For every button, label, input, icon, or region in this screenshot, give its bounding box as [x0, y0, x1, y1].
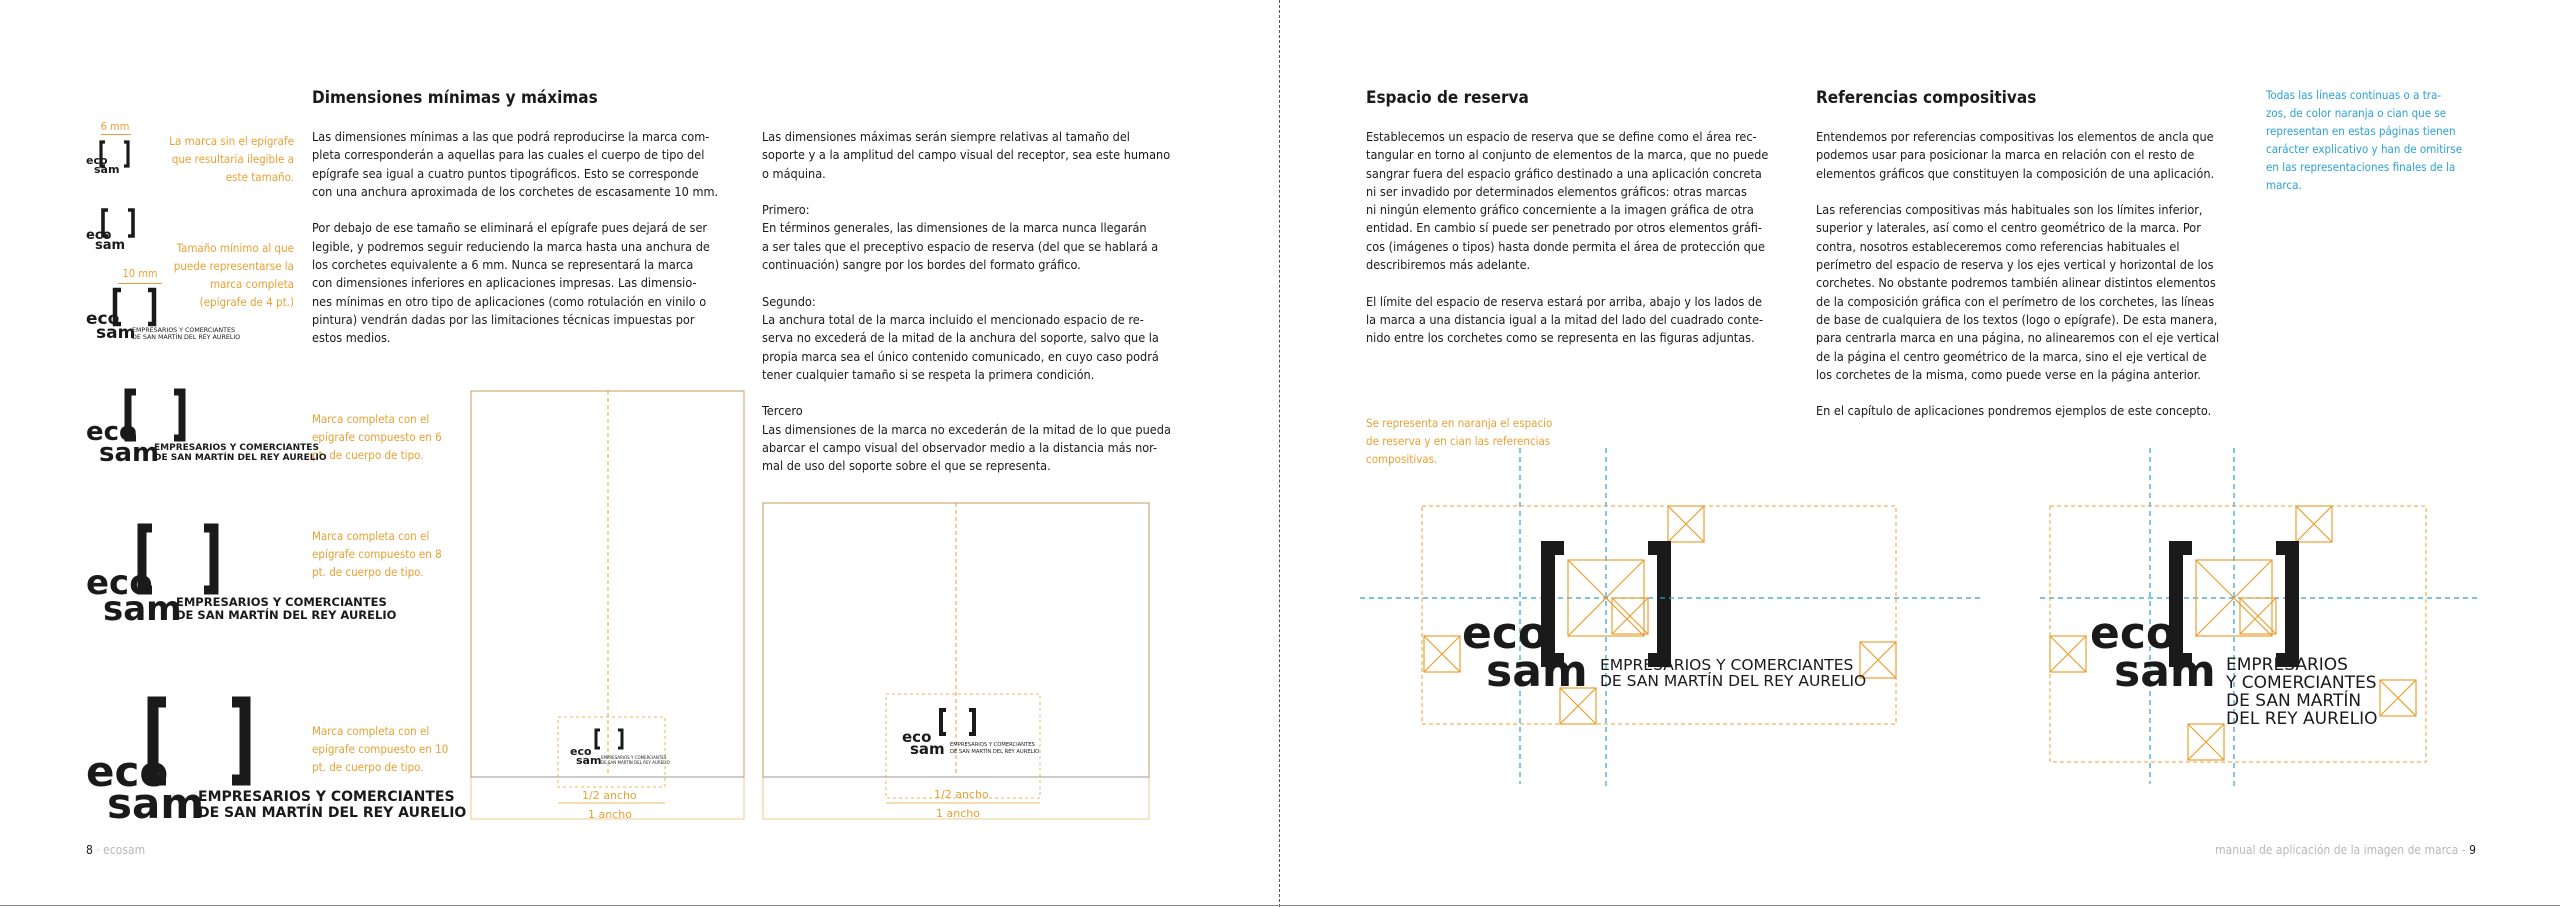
svg-text:EMPRESARIOS: EMPRESARIOS — [2226, 655, 2348, 675]
orange-note: Se representa en naranja el espacio de reserva y en cian las referencias compositivas. — [1366, 416, 1553, 466]
logo-4pt — [86, 288, 256, 344]
svg-text:eco: eco — [1462, 608, 1549, 659]
svg-text:1 ancho: 1 ancho — [936, 807, 980, 820]
svg-text:EMPRESARIOS Y COMERCIANTES: EMPRESARIOS Y COMERCIANTES — [601, 755, 667, 760]
svg-text:eco: eco — [902, 728, 932, 746]
svg-text:EMPRESARIOS Y COMERCIANTES: EMPRESARIOS Y COMERCIANTES — [154, 443, 319, 453]
page-divider — [1279, 0, 1280, 907]
side-note-cyan: Todas las líneas continuas o a tra- zos, de color naranja o cian que se representan en estas páginas tienen carácter explicativo y han de omitirse en las representaciones finales de la marca. — [2266, 88, 2463, 192]
page-number-left: 8 — [86, 843, 93, 857]
svg-text:Y COMERCIANTES: Y COMERCIANTES — [2226, 673, 2377, 693]
svg-text:1 ancho: 1 ancho — [588, 808, 632, 820]
left-column-text: Las dimensiones mínimas a las que podrá reproducirse la marca com- pleta corresponderán a aquellas para las cuales el cuerpo de tipo del epígrafe sea igual a cuatro puntos tipográficos. Esto se corresponde con una anchura aproximada de los corchetes de escasamente 10 mm. Por debajo de ese tamaño se eliminará el epígrafe pues dejará de ser legible, y podremos seguir reduciendo la marca hasta una anchura de los corchetes equivalente a 6 mm. Nunca se representará la marca con dimensiones inferiores en aplicaciones impresas. Las dimensio- nes mínimas en otro tipo de aplicaciones (como rotulación en vinilo o pintura) vendrán dadas por las limitaciones técnicas impuestas por estos medios. — [312, 129, 719, 346]
svg-text:eco: eco — [86, 563, 153, 603]
svg-text:sam: sam — [94, 163, 120, 176]
svg-text:eco: eco — [86, 228, 112, 243]
svg-text:sam: sam — [96, 323, 136, 343]
svg-text:EMPRESARIOS Y COMERCIANTES: EMPRESARIOS Y COMERCIANTES — [950, 742, 1035, 748]
reserve-space-text: Establecemos un espacio de reserva que se define como el área rec- tangular en torno al conjunto de elementos de la marca, que no puede sangrar fuera del espacio gráfico destinado a una aplicación concreta ni ser invadido por determinados elementos gráficos: otras marcas ni ningún elemento gráfico concerniente a la imagen gráfica de otra entidad. En cambio sí puede ser penetrado por otros elementos gráfi- cos (imágenes o tipos) hasta donde permita el área de protección que describiremos más adelante. El límite del espacio de reserva estará por arriba, abajo y los lados de la marca a una distancia igual a la mitad del lado del cuadrado conte- nido entre los corchetes como se representa en las figuras adjuntas. — [1366, 129, 1769, 346]
reserve-diagram-horizontal — [1360, 448, 1980, 788]
note-6pt: Marca completa con el epígrafe compuesto en 6 pt. de cuerpo de tipo. — [312, 412, 442, 462]
svg-text:1/2 ancho: 1/2 ancho — [582, 789, 637, 802]
reserve-diagram-vertical — [2040, 448, 2480, 788]
support-diagram-2 — [762, 502, 1152, 820]
svg-text:eco: eco — [2090, 608, 2177, 659]
svg-text:DE SAN MARTÍN DEL REY AURELIO: DE SAN MARTÍN DEL REY AURELIO — [176, 608, 397, 622]
svg-text:EMPRESARIOS Y COMERCIANTES: EMPRESARIOS Y COMERCIANTES — [198, 789, 455, 805]
svg-text:DE SAN MARTÍN DEL REY AURELIO: DE SAN MARTÍN DEL REY AURELIO — [154, 453, 327, 463]
svg-text:EMPRESARIOS Y COMERCIANTES: EMPRESARIOS Y COMERCIANTES — [132, 327, 235, 334]
svg-text:eco: eco — [570, 745, 592, 758]
svg-text:EMPRESARIOS Y COMERCIANTES: EMPRESARIOS Y COMERCIANTES — [1600, 656, 1854, 674]
note-8pt: Marca completa con el epígrafe compuesto en 8 pt. de cuerpo de tipo. — [312, 529, 442, 579]
svg-text:sam: sam — [1486, 646, 1588, 697]
note-minimum: Tamaño mínimo al que puede representarse la marca completa (epígrafe de 4 pt.) — [173, 241, 294, 309]
svg-text:eco: eco — [86, 309, 120, 329]
svg-text:sam: sam — [2114, 646, 2216, 697]
footer-brand: ecosam — [103, 843, 146, 857]
page-bottom-edge — [0, 905, 2560, 906]
measure-6mm: 6 mm — [100, 120, 130, 133]
logo-mini-brackets — [86, 208, 146, 252]
note-no-tagline: La marca sin el epígrafe que resultaría ilegible a este tamaño. — [169, 134, 294, 184]
logo-10pt — [86, 700, 467, 828]
page-number-right: 9 — [2469, 843, 2476, 857]
left-page-title: Dimensiones mínimas y máximas — [312, 88, 598, 108]
svg-text:DE SAN MARTÍN DEL REY AURELIO: DE SAN MARTÍN DEL REY AURELIO — [950, 749, 1040, 755]
svg-text:DEL REY AURELIO: DEL REY AURELIO — [2226, 709, 2378, 729]
svg-text:sam: sam — [107, 779, 205, 828]
svg-text:eco: eco — [86, 154, 108, 167]
measure-10mm: 10 mm — [122, 267, 158, 280]
left-footer: 8 · ecosam — [86, 843, 146, 857]
svg-text:1/2 ancho: 1/2 ancho — [934, 788, 989, 801]
svg-text:DE SAN MARTÍN DEL REY AURELIO: DE SAN MARTÍN DEL REY AURELIO — [132, 334, 241, 341]
measure-6mm-line — [101, 134, 131, 135]
svg-text:sam: sam — [99, 438, 160, 468]
svg-text:sam: sam — [95, 238, 126, 253]
footer-manual-title: manual de aplicación de la imagen de marca - — [2215, 843, 2466, 857]
composition-refs-text: Entendemos por referencias compositivas los elementos de ancla que podemos usar para posicionar la marca en relación con el resto de elementos gráficos que constituyen la composición de una aplicación. Las referencias compositivas más habituales son los límites inferior, superior y laterales, así como el centro geométrico de la marca. Por contra, nosotros estableceremos como referencias habituales el perímetro del espacio de reserva y los ejes vertical y horizontal de los corchetes. No obstante podremos también alinear distintos elementos de la composición gráfica con el perímetro de los corchetes, las líneas de base de cualquiera de los textos (logo o epígrafe). De esta manera, para centrarla marca en una página, no alinearemos con el eje vertical de la página el centro geométrico de la marca, sino el eje vertical de los corchetes de la misma, como puede verse en la página anterior. En el capítulo de aplicaciones pondremos ejemplos de este concepto. — [1816, 129, 2220, 419]
note-10pt: Marca completa con el epígrafe compuesto en 10 pt. de cuerpo de tipo. — [312, 724, 449, 774]
svg-text:sam: sam — [910, 740, 945, 758]
svg-text:DE SAN MARTÍN DEL REY AURELIO: DE SAN MARTÍN DEL REY AURELIO — [1600, 672, 1867, 690]
svg-text:DE SAN MARTÍN DEL REY AURELIO: DE SAN MARTÍN DEL REY AURELIO — [601, 760, 670, 765]
reserve-space-title: Espacio de reserva — [1366, 88, 1529, 108]
svg-text:DE SAN MARTÍN: DE SAN MARTÍN — [2226, 691, 2362, 711]
measure-10mm-line — [118, 283, 162, 284]
right-column-text: Las dimensiones máximas serán siempre relativas al tamaño del soporte y a la amplitud del campo visual del receptor, sea este humano o máquina. Primero: En términos generales, las dimensiones de la marca nunca llegarán a ser tales que el preceptivo espacio de reserva (del que se hablará a continuación) sangre por los bordes del formato gráfico. Segundo: La anchura total de la marca incluido el mencionado espacio de re- serva no excederá de la mitad de la anchura del soporte, salvo que la propia marca sea el único contenido comunicado, en cuyo caso podrá tener cualquier tamaño si se respeta la primera condición. Tercero Las dimensiones de la marca no excederán de la mitad de lo que pueda abarcar el campo visual del observador medio a la distancia más nor- mal de uso del soporte sobre el que se representa. — [762, 129, 1171, 474]
support-diagram-1 — [470, 390, 745, 820]
svg-text:DE SAN MARTÍN DEL REY AURELIO: DE SAN MARTÍN DEL REY AURELIO — [198, 805, 467, 821]
svg-text:eco: eco — [86, 747, 169, 796]
composition-refs-title: Referencias compositivas — [1816, 88, 2037, 108]
logo-mini-no-tagline — [86, 140, 146, 180]
right-footer — [2215, 843, 2476, 857]
svg-text:sam: sam — [576, 754, 602, 767]
svg-text:eco: eco — [86, 417, 137, 447]
svg-text:EMPRESARIOS Y COMERCIANTES: EMPRESARIOS Y COMERCIANTES — [176, 595, 387, 609]
logo-8pt — [86, 526, 397, 629]
logo-6pt — [86, 390, 327, 470]
svg-text:sam: sam — [103, 589, 182, 629]
